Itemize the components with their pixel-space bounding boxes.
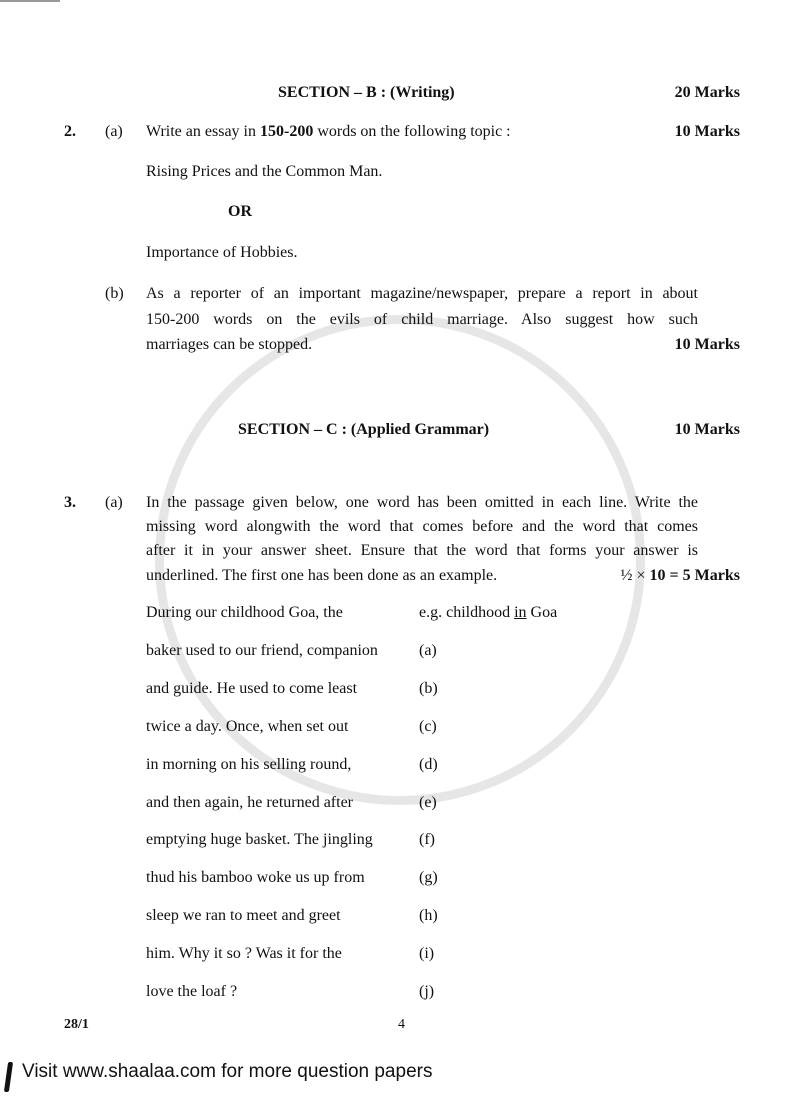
passage-blank-label: (a) <box>419 641 437 659</box>
q2b-label: (b) <box>105 285 124 302</box>
q2b-marks: 10 Marks <box>674 336 740 353</box>
shaalaa-banner-link[interactable]: Visit www.shaalaa.com for more question papers <box>22 1061 433 1082</box>
passage-line: and guide. He used to come least <box>146 679 358 697</box>
passage-blank-label: (j) <box>419 983 435 1000</box>
paper-code: 28/1 <box>64 1017 89 1032</box>
page-number: 4 <box>398 1017 405 1032</box>
q3a-line: after it in your answer sheet. Ensure that the word that forms your answer is <box>146 542 698 559</box>
passage-blank-label: (h) <box>419 907 438 925</box>
q2b-line: marriages can be stopped. <box>146 336 313 353</box>
section-b-title: SECTION – B : (Writing) <box>278 84 455 101</box>
q3-number: 3. <box>64 494 76 511</box>
example-prefix: e.g. childhood <box>419 604 515 621</box>
q2b-line: As a reporter of an important magazine/newspaper, prepare a report in about <box>146 285 698 302</box>
passage-blank-label: (f) <box>419 831 435 849</box>
passage-line: and then again, he returned after <box>146 793 354 811</box>
passage-line: love the loaf ? <box>146 983 238 1000</box>
q3a-marks-total: 10 = 5 Marks <box>649 567 740 584</box>
passage-blank-label: (i) <box>419 945 435 963</box>
q2a-text-pre: Write an essay in <box>146 123 260 140</box>
q2a-or: OR <box>228 203 252 220</box>
passage-line: thud his bamboo woke us up from <box>146 869 365 887</box>
passage-line: During our childhood Goa, the <box>146 604 343 621</box>
passage-line: baker used to our friend, companion <box>146 641 378 659</box>
q3a-line: underlined. The first one has been done as an example. <box>146 567 498 584</box>
q2a-word-count: 150-200 <box>259 123 314 140</box>
q2a-text-post: words on the following topic : <box>313 123 511 140</box>
passage-blank-label: (d) <box>419 755 438 773</box>
passage-line: emptying huge basket. The jingling <box>146 831 373 849</box>
example-answer <box>419 603 557 623</box>
q3a-label: (a) <box>105 494 123 511</box>
q2b-line: 150-200 words on the evils of child marriage. Also suggest how such <box>146 311 698 328</box>
passage-line: sleep we ran to meet and greet <box>146 907 341 925</box>
q2a-text <box>146 122 511 142</box>
passage-blank-label: (e) <box>419 793 437 811</box>
passage-blank-label: (b) <box>419 679 438 697</box>
passage-blank-label: (g) <box>419 869 438 887</box>
q2-number: 2. <box>64 123 76 140</box>
q3a-marks-multiplier: ½ × <box>620 567 650 584</box>
passage-line: him. Why it so ? Was it for the <box>146 945 342 963</box>
section-c-marks: 10 Marks <box>674 421 740 438</box>
example-underlined-word: in <box>514 604 527 621</box>
q2a-topic-2: Importance of Hobbies. <box>146 244 298 261</box>
passage-line: in morning on his selling round, <box>146 755 352 773</box>
section-c-title: SECTION – C : (Applied Grammar) <box>238 421 490 438</box>
example-suffix: Goa <box>526 604 558 621</box>
section-b-marks: 20 Marks <box>674 84 740 101</box>
q3a-marks <box>621 566 740 586</box>
q2a-label: (a) <box>105 123 123 140</box>
passage-line: twice a day. Once, when set out <box>146 717 349 735</box>
q3a-line: missing word alongwith the word that comes before and the word that comes <box>146 518 698 535</box>
passage-blank-label: (c) <box>419 717 437 735</box>
q2a-topic-1: Rising Prices and the Common Man. <box>146 163 383 180</box>
q3a-line: In the passage given below, one word has been omitted in each line. Write the <box>146 494 698 511</box>
q2a-marks: 10 Marks <box>674 123 740 140</box>
